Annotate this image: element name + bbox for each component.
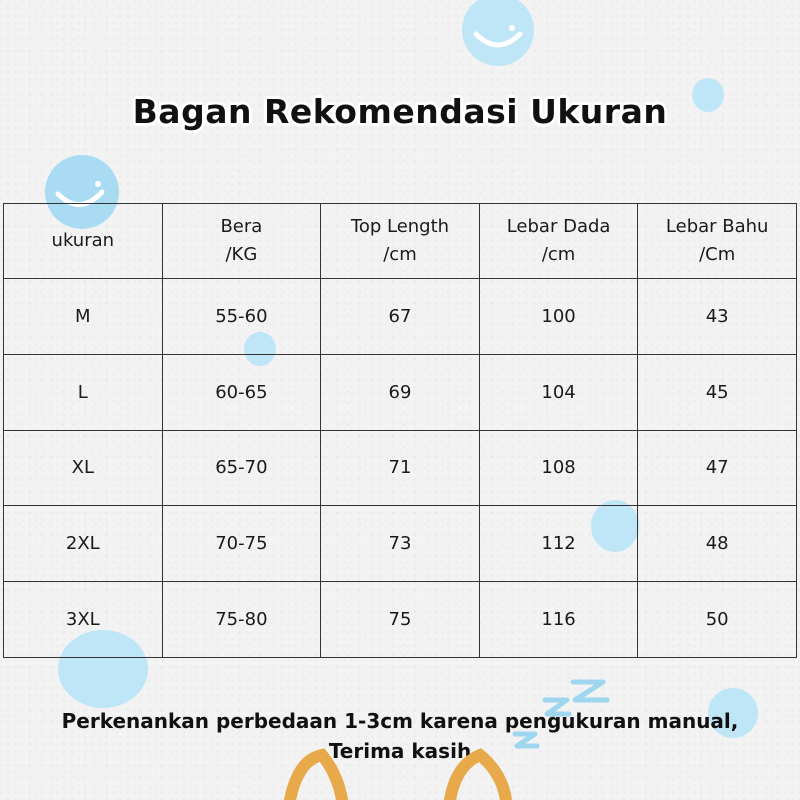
cell-length: 67 bbox=[321, 279, 480, 355]
cell-weight: 75-80 bbox=[162, 582, 321, 658]
cell-shoulder: 50 bbox=[638, 582, 797, 658]
footer-line-2: Terima kasih bbox=[328, 739, 472, 763]
header-top-length: Top Length /cm bbox=[321, 204, 480, 279]
cell-shoulder: 47 bbox=[638, 430, 797, 506]
table-row bbox=[4, 506, 797, 582]
cell-shoulder: 43 bbox=[638, 279, 797, 355]
header-chest-width: Lebar Dada /cm bbox=[479, 204, 638, 279]
cell-size: 3XL bbox=[4, 582, 163, 658]
header-weight: Bera /KG bbox=[162, 204, 321, 279]
page-title: Bagan Rekomendasi Ukuran bbox=[132, 92, 668, 131]
table-row bbox=[4, 430, 797, 506]
cell-chest: 108 bbox=[479, 430, 638, 506]
table-header-row bbox=[4, 204, 797, 279]
header-size: ukuran bbox=[4, 204, 163, 279]
table-row bbox=[4, 279, 797, 355]
cell-chest: 100 bbox=[479, 279, 638, 355]
cell-size: L bbox=[4, 354, 163, 430]
header-shoulder-width: Lebar Bahu /Cm bbox=[638, 204, 797, 279]
cell-size: XL bbox=[4, 430, 163, 506]
cell-length: 73 bbox=[321, 506, 480, 582]
cell-size: M bbox=[4, 279, 163, 355]
cell-shoulder: 48 bbox=[638, 506, 797, 582]
cell-chest: 112 bbox=[479, 506, 638, 582]
cell-weight: 65-70 bbox=[162, 430, 321, 506]
cell-shoulder: 45 bbox=[638, 354, 797, 430]
cell-weight: 60-65 bbox=[162, 354, 321, 430]
cell-length: 75 bbox=[321, 582, 480, 658]
cell-chest: 104 bbox=[479, 354, 638, 430]
cell-length: 71 bbox=[321, 430, 480, 506]
table-row bbox=[4, 582, 797, 658]
table-row bbox=[4, 354, 797, 430]
cell-size: 2XL bbox=[4, 506, 163, 582]
footer-line-1: Perkenankan perbedaan 1-3cm karena pengukuran manual, bbox=[61, 709, 739, 733]
cell-weight: 70-75 bbox=[162, 506, 321, 582]
cell-weight: 55-60 bbox=[162, 279, 321, 355]
smile-bubble-icon bbox=[468, 22, 528, 62]
size-chart-table bbox=[3, 203, 797, 658]
cell-chest: 116 bbox=[479, 582, 638, 658]
cat-ears-icon bbox=[280, 745, 520, 800]
cell-length: 69 bbox=[321, 354, 480, 430]
